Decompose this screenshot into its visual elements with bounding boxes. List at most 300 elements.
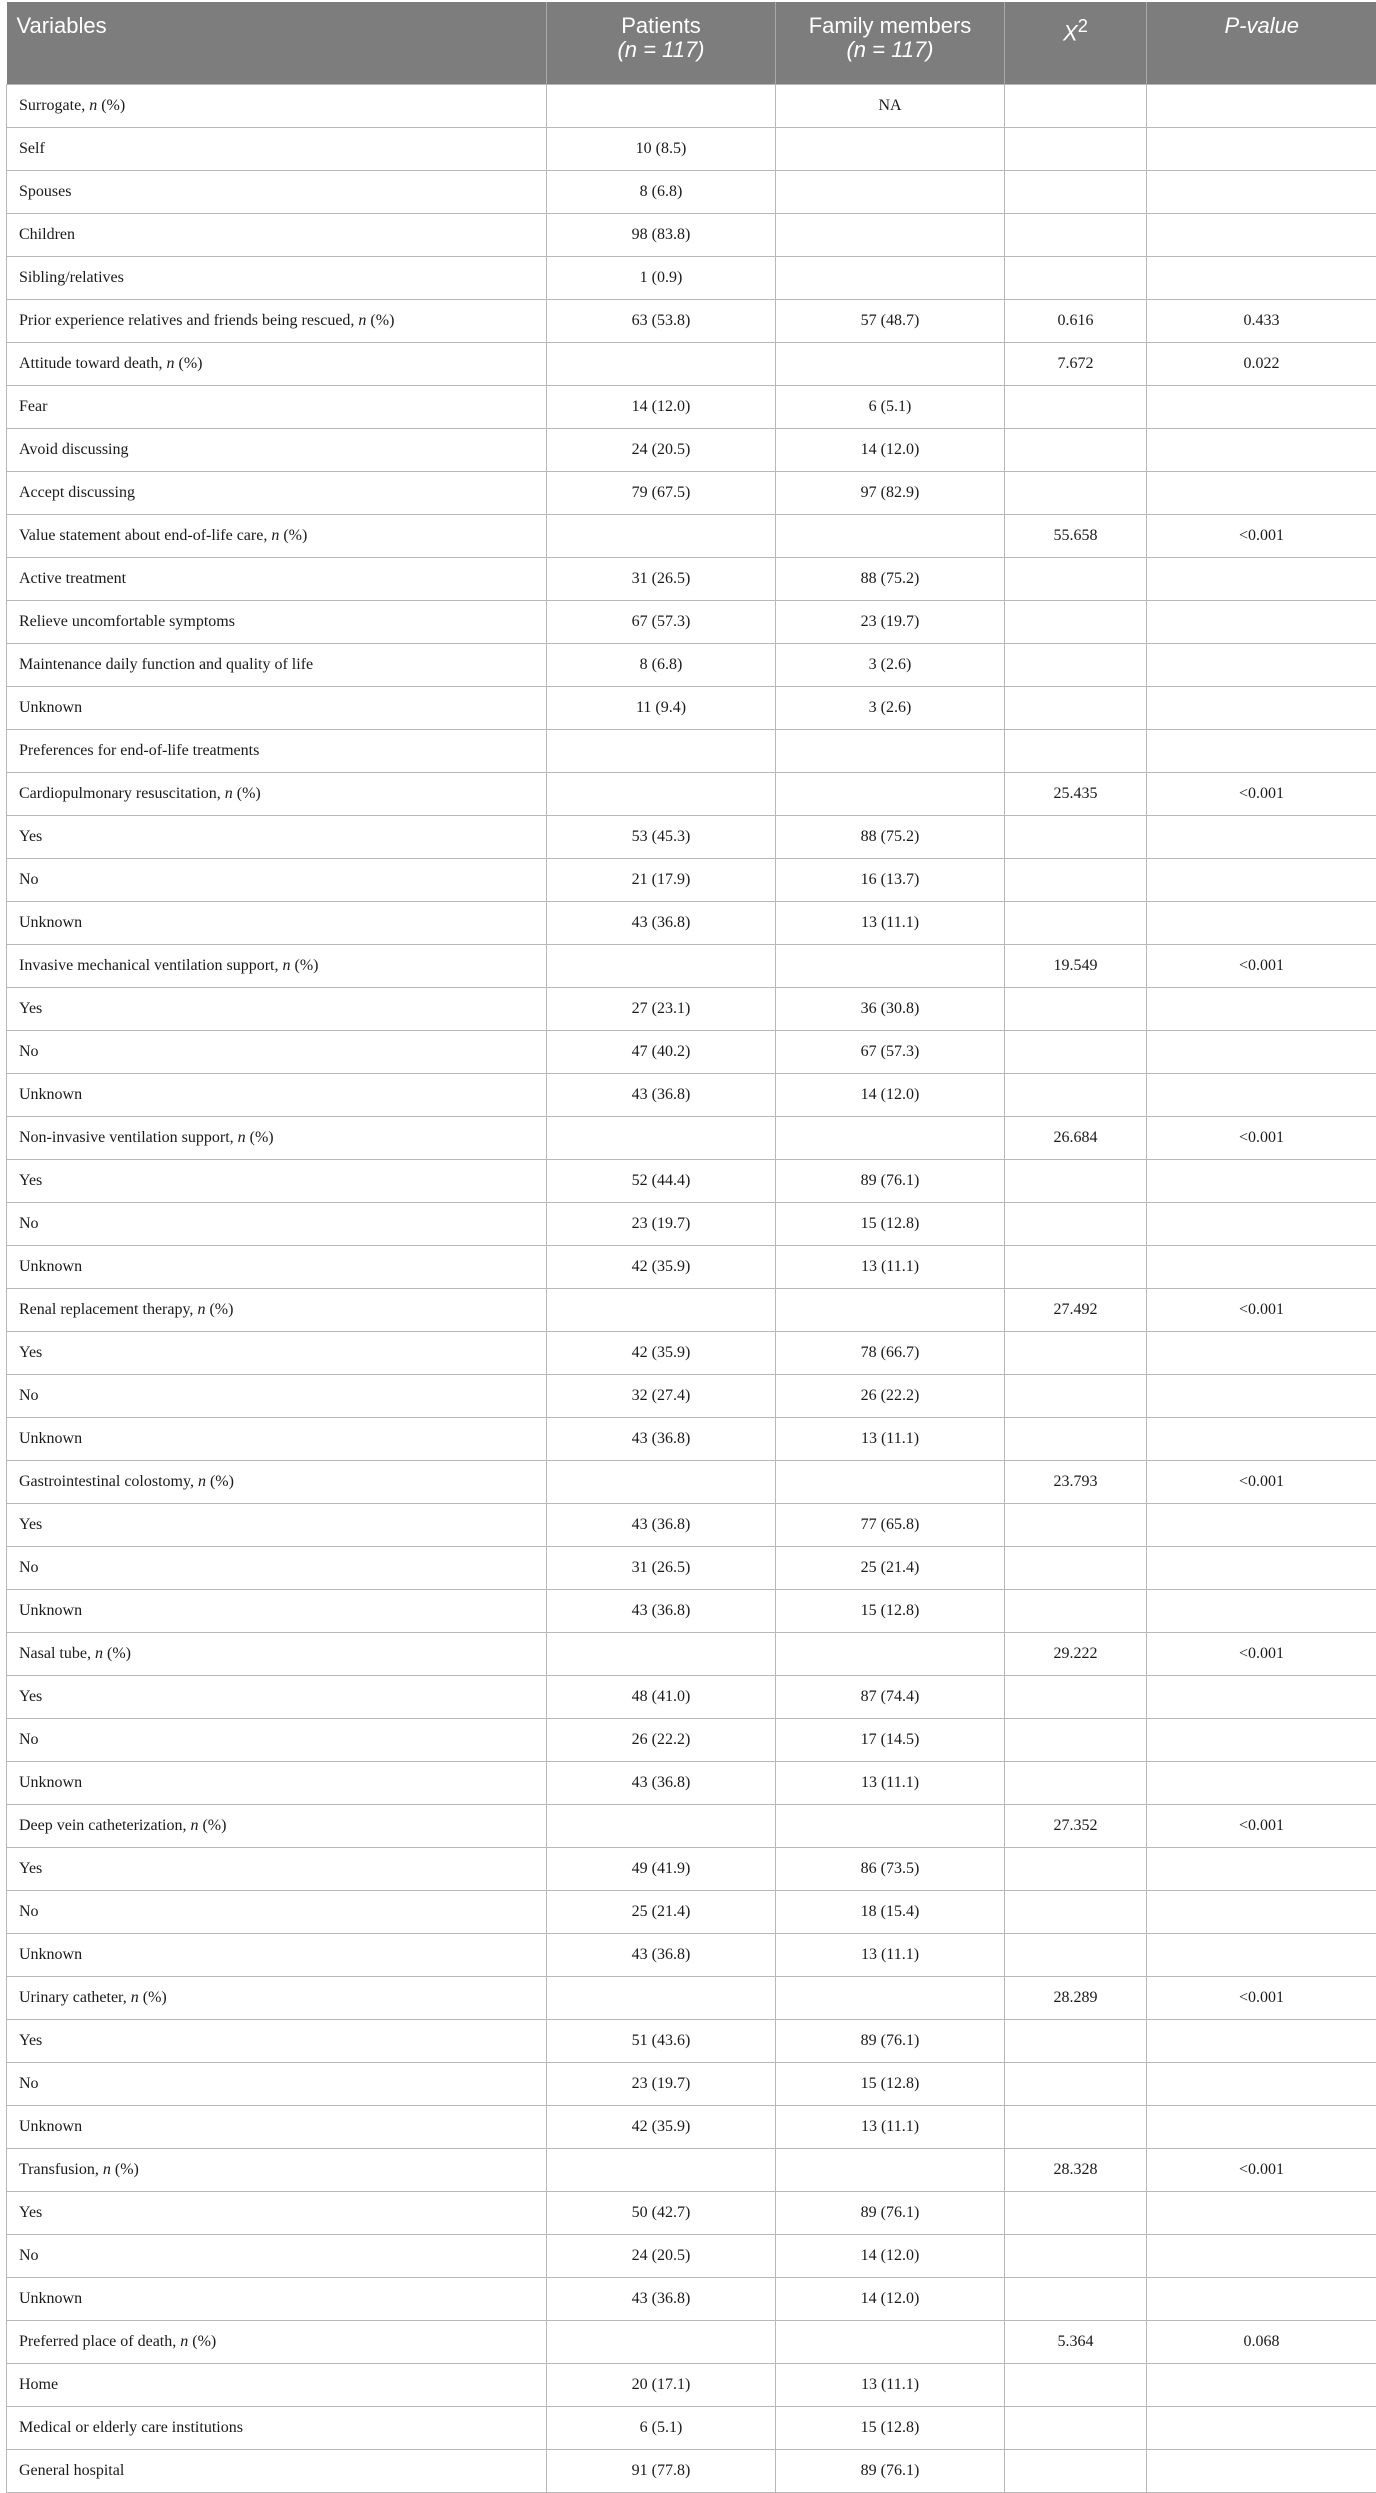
header-p-label: P-value (1224, 13, 1299, 38)
family-cell: 13 (11.1) (776, 1934, 1005, 1977)
family-cell: 16 (13.7) (776, 859, 1005, 902)
p-value-cell (1147, 2063, 1376, 2106)
chi-square-cell (1005, 386, 1147, 429)
table-row (7, 601, 1376, 644)
patients-cell: 43 (36.8) (547, 902, 776, 945)
chi-square-cell (1005, 2278, 1147, 2321)
table-row (7, 2106, 1376, 2149)
n-symbol: n (131, 1989, 139, 2006)
table-row (7, 902, 1376, 945)
chi-square-cell (1005, 730, 1147, 773)
table-row (7, 1676, 1376, 1719)
variable-cell: Preferred place of death, n (%) (7, 2321, 547, 2364)
chi-square-cell: 23.793 (1005, 1461, 1147, 1504)
patients-cell: 43 (36.8) (547, 1762, 776, 1805)
family-cell (776, 730, 1005, 773)
chi-square-cell (1005, 1504, 1147, 1547)
chi-square-cell (1005, 1160, 1147, 1203)
chi-square-cell (1005, 1590, 1147, 1633)
patients-cell (547, 515, 776, 558)
chi-square-cell (1005, 1762, 1147, 1805)
chi-square-cell (1005, 1891, 1147, 1934)
variable-cell: Non-invasive ventilation support, n (%) (7, 1117, 547, 1160)
table-row (7, 2149, 1376, 2192)
p-value-cell (1147, 1332, 1376, 1375)
variable-cell: No (7, 1547, 547, 1590)
header-family-n: (n = 117) (786, 38, 994, 62)
variable-cell: Yes (7, 1504, 547, 1547)
family-cell: 89 (76.1) (776, 2020, 1005, 2063)
chi-square-cell (1005, 1934, 1147, 1977)
table-row (7, 2407, 1376, 2450)
p-value-cell (1147, 1375, 1376, 1418)
p-value-cell (1147, 2407, 1376, 2450)
chi-square-cell: 28.328 (1005, 2149, 1147, 2192)
family-cell: 25 (21.4) (776, 1547, 1005, 1590)
chi-square-cell (1005, 988, 1147, 1031)
chi-square-cell (1005, 257, 1147, 300)
family-cell (776, 1805, 1005, 1848)
family-cell: 14 (12.0) (776, 1074, 1005, 1117)
patients-cell: 25 (21.4) (547, 1891, 776, 1934)
family-cell: 14 (12.0) (776, 429, 1005, 472)
p-value-cell (1147, 2106, 1376, 2149)
patients-cell (547, 2321, 776, 2364)
chi-square-cell (1005, 2192, 1147, 2235)
table-row (7, 128, 1376, 171)
table-row (7, 85, 1376, 128)
p-value-cell: <0.001 (1147, 945, 1376, 988)
table-row (7, 859, 1376, 902)
n-symbol: n (282, 957, 290, 974)
variable-cell: Unknown (7, 687, 547, 730)
table-row (7, 773, 1376, 816)
table-row (7, 515, 1376, 558)
patients-cell: 31 (26.5) (547, 558, 776, 601)
p-value-cell (1147, 687, 1376, 730)
patients-cell: 98 (83.8) (547, 214, 776, 257)
chi-square-cell (1005, 1676, 1147, 1719)
p-value-cell (1147, 1074, 1376, 1117)
p-value-cell (1147, 1719, 1376, 1762)
table-row (7, 1848, 1376, 1891)
p-value-cell (1147, 1547, 1376, 1590)
patients-cell: 8 (6.8) (547, 644, 776, 687)
family-cell: 86 (73.5) (776, 1848, 1005, 1891)
family-cell (776, 2321, 1005, 2364)
chi-square-cell: 26.684 (1005, 1117, 1147, 1160)
family-cell (776, 343, 1005, 386)
patients-cell: 43 (36.8) (547, 1504, 776, 1547)
patients-cell: 1 (0.9) (547, 257, 776, 300)
patients-cell (547, 773, 776, 816)
p-value-cell (1147, 214, 1376, 257)
chi-square-cell (1005, 1246, 1147, 1289)
chi-square-cell (1005, 1719, 1147, 1762)
table-row (7, 1289, 1376, 1332)
variable-cell: Unknown (7, 2278, 547, 2321)
patients-cell: 32 (27.4) (547, 1375, 776, 1418)
patients-cell: 52 (44.4) (547, 1160, 776, 1203)
table-row (7, 945, 1376, 988)
patients-cell: 24 (20.5) (547, 429, 776, 472)
chi-square-cell (1005, 2450, 1147, 2493)
family-cell (776, 1461, 1005, 1504)
p-value-cell (1147, 128, 1376, 171)
chi-square-cell (1005, 2235, 1147, 2278)
patients-cell: 42 (35.9) (547, 1246, 776, 1289)
table-row (7, 386, 1376, 429)
chi-square-cell: 27.352 (1005, 1805, 1147, 1848)
patients-cell: 42 (35.9) (547, 2106, 776, 2149)
table-row (7, 429, 1376, 472)
table-row (7, 1117, 1376, 1160)
chi-square-cell (1005, 171, 1147, 214)
variable-cell: Fear (7, 386, 547, 429)
variable-cell: Medical or elderly care institutions (7, 2407, 547, 2450)
header-chi-square (1005, 2, 1147, 85)
family-cell: 13 (11.1) (776, 1418, 1005, 1461)
header-chi-label: X (1063, 20, 1078, 45)
header-patients-n: (n = 117) (557, 38, 765, 62)
patients-cell (547, 343, 776, 386)
variable-cell: No (7, 1719, 547, 1762)
chi-square-cell: 27.492 (1005, 1289, 1147, 1332)
chi-square-cell (1005, 214, 1147, 257)
family-cell: 15 (12.8) (776, 1203, 1005, 1246)
family-cell: 13 (11.1) (776, 1246, 1005, 1289)
header-chi-superscript: 2 (1078, 15, 1088, 36)
family-cell: 88 (75.2) (776, 558, 1005, 601)
table-row (7, 988, 1376, 1031)
p-value-cell (1147, 472, 1376, 515)
chi-square-cell: 19.549 (1005, 945, 1147, 988)
p-value-cell: <0.001 (1147, 1289, 1376, 1332)
chi-square-cell (1005, 902, 1147, 945)
p-value-cell (1147, 85, 1376, 128)
p-value-cell (1147, 902, 1376, 945)
family-cell (776, 773, 1005, 816)
patients-cell: 31 (26.5) (547, 1547, 776, 1590)
chi-square-cell (1005, 1848, 1147, 1891)
variable-cell: Nasal tube, n (%) (7, 1633, 547, 1676)
table-row (7, 1246, 1376, 1289)
p-value-cell (1147, 1160, 1376, 1203)
patients-cell: 43 (36.8) (547, 1934, 776, 1977)
chi-square-cell (1005, 472, 1147, 515)
chi-square-cell (1005, 1547, 1147, 1590)
chi-square-cell: 25.435 (1005, 773, 1147, 816)
p-value-cell: <0.001 (1147, 1117, 1376, 1160)
p-value-cell (1147, 644, 1376, 687)
family-cell: 23 (19.7) (776, 601, 1005, 644)
n-symbol: n (198, 1473, 206, 1490)
variable-cell: Unknown (7, 1246, 547, 1289)
table-row (7, 2192, 1376, 2235)
p-value-cell (1147, 1848, 1376, 1891)
family-cell: 97 (82.9) (776, 472, 1005, 515)
family-cell (776, 1289, 1005, 1332)
n-symbol: n (190, 1817, 198, 1834)
n-symbol: n (167, 355, 175, 372)
p-value-cell (1147, 257, 1376, 300)
variable-cell: Preferences for end-of-life treatments (7, 730, 547, 773)
table-row (7, 214, 1376, 257)
variable-cell: Unknown (7, 1418, 547, 1461)
chi-square-cell (1005, 2364, 1147, 2407)
patients-cell: 67 (57.3) (547, 601, 776, 644)
variable-cell: Active treatment (7, 558, 547, 601)
patients-cell: 51 (43.6) (547, 2020, 776, 2063)
p-value-cell: <0.001 (1147, 1805, 1376, 1848)
p-value-cell (1147, 1934, 1376, 1977)
p-value-cell (1147, 171, 1376, 214)
table-row (7, 687, 1376, 730)
table-row (7, 1719, 1376, 1762)
chi-square-cell (1005, 429, 1147, 472)
header-family-members (776, 2, 1005, 85)
chi-square-cell (1005, 816, 1147, 859)
chi-square-cell: 7.672 (1005, 343, 1147, 386)
patients-cell: 43 (36.8) (547, 1418, 776, 1461)
chi-square-cell (1005, 1418, 1147, 1461)
table-row (7, 1203, 1376, 1246)
patients-cell (547, 85, 776, 128)
variable-cell: Unknown (7, 1934, 547, 1977)
p-value-cell (1147, 1590, 1376, 1633)
variable-cell: Deep vein catheterization, n (%) (7, 1805, 547, 1848)
variable-cell: No (7, 2063, 547, 2106)
family-cell: 13 (11.1) (776, 902, 1005, 945)
family-cell: 3 (2.6) (776, 687, 1005, 730)
table-row (7, 644, 1376, 687)
variable-cell: Invasive mechanical ventilation support, n (%) (7, 945, 547, 988)
variable-cell: Yes (7, 1160, 547, 1203)
chi-square-cell (1005, 601, 1147, 644)
variable-cell: Transfusion, n (%) (7, 2149, 547, 2192)
p-value-cell (1147, 816, 1376, 859)
family-cell: 15 (12.8) (776, 2407, 1005, 2450)
table-row (7, 300, 1376, 343)
table-row (7, 2278, 1376, 2321)
chi-square-cell (1005, 1031, 1147, 1074)
table-row (7, 2063, 1376, 2106)
patients-cell: 79 (67.5) (547, 472, 776, 515)
n-symbol: n (238, 1129, 246, 1146)
p-value-cell (1147, 558, 1376, 601)
patients-cell: 8 (6.8) (547, 171, 776, 214)
p-value-cell: <0.001 (1147, 2149, 1376, 2192)
table-row (7, 2450, 1376, 2493)
header-patients (547, 2, 776, 85)
patients-cell: 26 (22.2) (547, 1719, 776, 1762)
n-symbol: n (103, 2161, 111, 2178)
patients-cell (547, 1461, 776, 1504)
header-variables: Variables (7, 2, 547, 85)
patients-cell: 63 (53.8) (547, 300, 776, 343)
patients-cell: 48 (41.0) (547, 1676, 776, 1719)
p-value-cell (1147, 429, 1376, 472)
p-value-cell (1147, 2278, 1376, 2321)
p-value-cell: <0.001 (1147, 1633, 1376, 1676)
family-cell: 14 (12.0) (776, 2278, 1005, 2321)
patients-cell: 11 (9.4) (547, 687, 776, 730)
table-row (7, 1590, 1376, 1633)
variable-cell: Unknown (7, 1590, 547, 1633)
chi-square-cell: 29.222 (1005, 1633, 1147, 1676)
family-cell: 18 (15.4) (776, 1891, 1005, 1934)
variable-cell: Gastrointestinal colostomy, n (%) (7, 1461, 547, 1504)
patients-cell: 43 (36.8) (547, 2278, 776, 2321)
header-row (7, 2, 1376, 85)
family-cell (776, 214, 1005, 257)
family-cell: 88 (75.2) (776, 816, 1005, 859)
chi-square-cell (1005, 859, 1147, 902)
chi-square-cell (1005, 687, 1147, 730)
patients-cell (547, 945, 776, 988)
variable-cell: Yes (7, 1332, 547, 1375)
results-table (6, 2, 1376, 2493)
variable-cell: Surrogate, n (%) (7, 85, 547, 128)
header-family-label: Family members (809, 13, 972, 38)
chi-square-cell (1005, 1332, 1147, 1375)
p-value-cell (1147, 2192, 1376, 2235)
chi-square-cell: 5.364 (1005, 2321, 1147, 2364)
table-header (7, 2, 1376, 85)
table-row (7, 1633, 1376, 1676)
table-row (7, 1547, 1376, 1590)
p-value-cell (1147, 1246, 1376, 1289)
n-symbol: n (89, 97, 97, 114)
table-row (7, 2364, 1376, 2407)
variable-cell: No (7, 1891, 547, 1934)
n-symbol: n (271, 527, 279, 544)
p-value-cell (1147, 988, 1376, 1031)
variable-cell: Relieve uncomfortable symptoms (7, 601, 547, 644)
p-value-cell (1147, 2450, 1376, 2493)
family-cell: 15 (12.8) (776, 1590, 1005, 1633)
table-row (7, 1418, 1376, 1461)
table-row (7, 1762, 1376, 1805)
family-cell: 89 (76.1) (776, 2450, 1005, 2493)
chi-square-cell (1005, 2063, 1147, 2106)
variable-cell: No (7, 1031, 547, 1074)
variable-cell: Yes (7, 1848, 547, 1891)
family-cell: 3 (2.6) (776, 644, 1005, 687)
table-row (7, 1934, 1376, 1977)
n-symbol: n (180, 2333, 188, 2350)
n-symbol: n (358, 312, 366, 329)
chi-square-cell (1005, 128, 1147, 171)
family-cell (776, 257, 1005, 300)
p-value-cell (1147, 2020, 1376, 2063)
table-body (7, 85, 1376, 2493)
n-symbol: n (95, 1645, 103, 1662)
p-value-cell (1147, 1504, 1376, 1547)
patients-cell: 21 (17.9) (547, 859, 776, 902)
p-value-cell (1147, 2235, 1376, 2278)
p-value-cell (1147, 1676, 1376, 1719)
p-value-cell (1147, 1031, 1376, 1074)
patients-cell: 43 (36.8) (547, 1590, 776, 1633)
family-cell: 89 (76.1) (776, 2192, 1005, 2235)
chi-square-cell (1005, 2106, 1147, 2149)
family-cell: 77 (65.8) (776, 1504, 1005, 1547)
table-row (7, 171, 1376, 214)
variable-cell: Cardiopulmonary resuscitation, n (%) (7, 773, 547, 816)
variable-cell: No (7, 859, 547, 902)
patients-cell: 47 (40.2) (547, 1031, 776, 1074)
patients-cell: 42 (35.9) (547, 1332, 776, 1375)
patients-cell: 49 (41.9) (547, 1848, 776, 1891)
variable-cell: Attitude toward death, n (%) (7, 343, 547, 386)
variable-cell: Prior experience relatives and friends being rescued, n (%) (7, 300, 547, 343)
n-symbol: n (225, 785, 233, 802)
p-value-cell: 0.433 (1147, 300, 1376, 343)
chi-square-cell: 28.289 (1005, 1977, 1147, 2020)
family-cell (776, 945, 1005, 988)
chi-square-cell (1005, 644, 1147, 687)
patients-cell (547, 1805, 776, 1848)
patients-cell (547, 2149, 776, 2192)
patients-cell: 53 (45.3) (547, 816, 776, 859)
p-value-cell (1147, 1762, 1376, 1805)
table-row (7, 343, 1376, 386)
p-value-cell: <0.001 (1147, 1461, 1376, 1504)
patients-cell: 14 (12.0) (547, 386, 776, 429)
p-value-cell (1147, 1418, 1376, 1461)
table-row (7, 257, 1376, 300)
table-row (7, 1031, 1376, 1074)
variable-cell: Unknown (7, 1762, 547, 1805)
n-symbol: n (197, 1301, 205, 1318)
variable-cell: Unknown (7, 1074, 547, 1117)
chi-square-cell (1005, 2407, 1147, 2450)
table-row (7, 1805, 1376, 1848)
patients-cell (547, 730, 776, 773)
chi-square-cell (1005, 85, 1147, 128)
variable-cell: Sibling/relatives (7, 257, 547, 300)
header-patients-label: Patients (621, 13, 701, 38)
table-row (7, 816, 1376, 859)
patients-cell (547, 1977, 776, 2020)
family-cell: 36 (30.8) (776, 988, 1005, 1031)
table-row (7, 2235, 1376, 2278)
table-row (7, 730, 1376, 773)
variable-cell: Yes (7, 2020, 547, 2063)
variable-cell: Home (7, 2364, 547, 2407)
family-cell: 78 (66.7) (776, 1332, 1005, 1375)
p-value-cell (1147, 730, 1376, 773)
patients-cell: 24 (20.5) (547, 2235, 776, 2278)
p-value-cell: 0.022 (1147, 343, 1376, 386)
patients-cell: 43 (36.8) (547, 1074, 776, 1117)
table-row (7, 1332, 1376, 1375)
variable-cell: Children (7, 214, 547, 257)
table-row (7, 2321, 1376, 2364)
variable-cell: Spouses (7, 171, 547, 214)
chi-square-cell (1005, 1375, 1147, 1418)
family-cell (776, 2149, 1005, 2192)
family-cell (776, 128, 1005, 171)
family-cell: 67 (57.3) (776, 1031, 1005, 1074)
p-value-cell (1147, 1891, 1376, 1934)
table-row (7, 1461, 1376, 1504)
p-value-cell (1147, 601, 1376, 644)
family-cell: 57 (48.7) (776, 300, 1005, 343)
family-cell: 14 (12.0) (776, 2235, 1005, 2278)
patients-cell (547, 1289, 776, 1332)
